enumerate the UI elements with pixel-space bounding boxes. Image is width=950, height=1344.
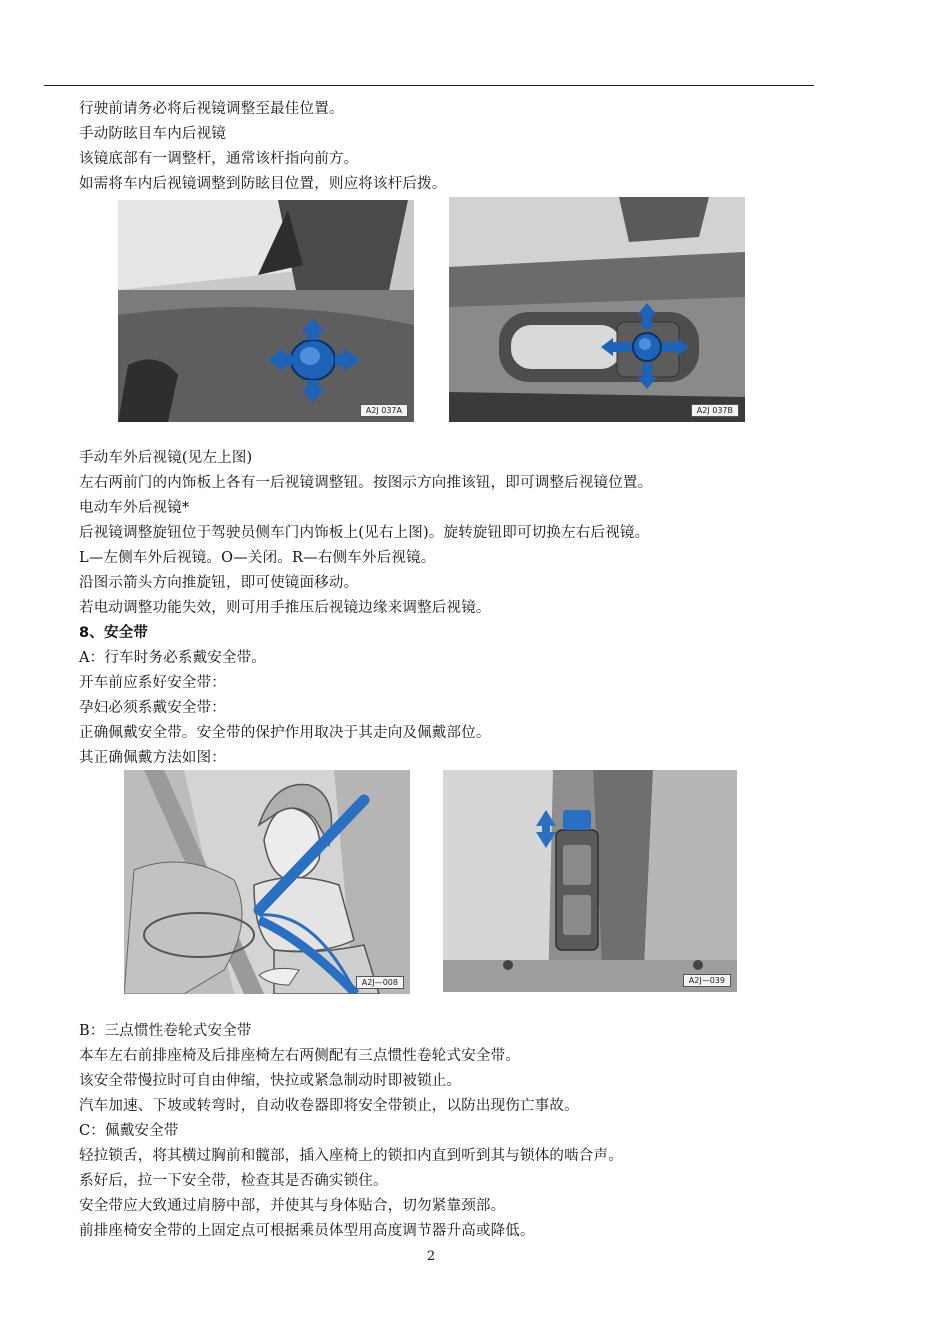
text-line: 孕妇必须系戴安全带： (79, 700, 226, 716)
text-line: 手动车外后视镜(见左上图) (79, 450, 253, 466)
figure-caption: A2J 037B (691, 404, 739, 417)
text-line: A：行车时务必系戴安全带。 (79, 650, 267, 666)
text-line: 若电动调整功能失效，则可用手推压后视镜边缘来调整后视镜。 (79, 600, 491, 616)
text-line: 汽车加速、下坡或转弯时，自动收卷器即将安全带锁止，以防出现伤亡事故。 (79, 1098, 579, 1114)
text-line: 正确佩戴安全带。安全带的保护作用取决于其走向及佩戴部位。 (79, 725, 491, 741)
text-line: 安全带应大致通过肩膀中部，并使其与身体贴合，切勿紧靠颈部。 (79, 1198, 506, 1214)
text-line: 手动防眩目车内后视镜 (79, 126, 226, 142)
text-line: 如需将车内后视镜调整到防眩目位置，则应将该杆后拨。 (79, 176, 447, 192)
figure-caption: A2J 037A (360, 404, 408, 417)
text-line: 沿图示箭头方向推旋钮，即可使镜面移动。 (79, 575, 359, 591)
text-line: 左右两前门的内饰板上各有一后视镜调整钮。按图示方向推该钮，即可调整后视镜位置。 (79, 475, 653, 491)
seated-woman-seatbelt-icon (124, 770, 410, 994)
text-line: 轻拉锁舌，将其横过胸前和髋部，插入座椅上的锁扣内直到听到其与锁体的啮合声。 (79, 1148, 623, 1164)
text-line: B：三点惯性卷轮式安全带 (79, 1023, 252, 1039)
door-handle-mirror-switch-icon (449, 197, 745, 422)
text-line: C：佩戴安全带 (79, 1123, 179, 1139)
text-line: 开车前应系好安全带： (79, 675, 226, 691)
figure-caption: A2J—008 (356, 976, 404, 989)
figure-door-mirror-adjust (118, 200, 414, 422)
section-heading: 8、安全带 (79, 625, 149, 641)
text-line: 本车左右前排座椅及后排座椅左右两侧配有三点惯性卷轮式安全带。 (79, 1048, 520, 1064)
door-mirror-adjust-knob-icon (118, 200, 414, 422)
text-line: 该安全带慢拉时可自由伸缩，快拉或紧急制动时即被锁止。 (79, 1073, 462, 1089)
text-line: 系好后，拉一下安全带，检查其是否确实锁住。 (79, 1173, 388, 1189)
text-line: 前排座椅安全带的上固定点可根据乘员体型用高度调节器升高或降低。 (79, 1223, 535, 1239)
seatbelt-height-adjuster-icon (443, 770, 737, 992)
text-line: 电动车外后视镜* (79, 500, 190, 516)
text-line: 该镜底部有一调整杆，通常该杆指向前方。 (79, 151, 359, 167)
text-line: 其正确佩戴方法如图： (79, 750, 226, 766)
text-line: 后视镜调整旋钮位于驾驶员侧车门内饰板上(见右上图)。旋转旋钮即可切换左右后视镜。 (79, 525, 650, 541)
text-line: L—左侧车外后视镜。O—关闭。R—右侧车外后视镜。 (79, 550, 436, 566)
figure-power-mirror-switch (449, 197, 745, 422)
text-line: 行驶前请务必将后视镜调整至最佳位置。 (79, 101, 344, 117)
figure-seatbelt-height-adjuster (443, 770, 737, 992)
figure-seatbelt-wearing (124, 770, 410, 994)
page-number: 2 (426, 1249, 436, 1264)
figure-caption: A2J—039 (683, 974, 731, 987)
header-rule (44, 85, 814, 86)
